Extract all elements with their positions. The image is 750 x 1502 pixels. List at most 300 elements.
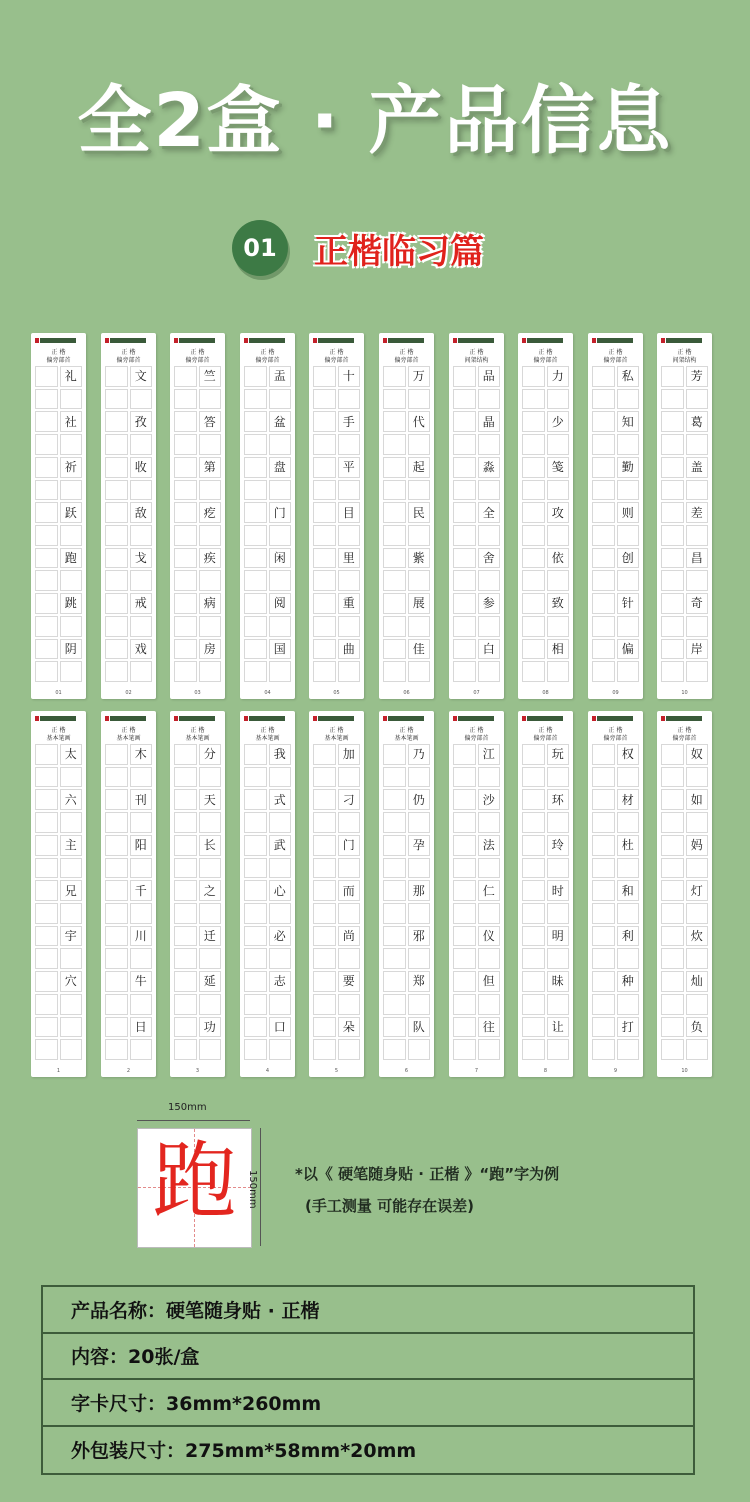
practice-cell	[547, 661, 570, 682]
practice-cell	[522, 616, 545, 637]
practice-cell	[522, 948, 545, 969]
practice-cell	[592, 639, 615, 660]
practice-character: 如	[686, 789, 709, 810]
practice-character: 国	[269, 639, 292, 660]
practice-cell	[661, 411, 684, 432]
practice-character: 芳	[686, 366, 709, 387]
practice-cell	[383, 1039, 406, 1060]
practice-character: 木	[130, 744, 153, 765]
practice-character: 环	[547, 789, 570, 810]
practice-cell	[130, 570, 153, 591]
practice-cell	[199, 389, 222, 410]
practice-cell	[453, 548, 476, 569]
practice-character: 江	[478, 744, 501, 765]
practice-cell	[453, 661, 476, 682]
practice-character: 心	[269, 880, 292, 901]
practice-cell	[592, 767, 615, 788]
practice-character: 社	[60, 411, 83, 432]
practice-cell	[338, 767, 361, 788]
practice-cell	[686, 389, 709, 410]
practice-character: 仪	[478, 926, 501, 947]
card-number: 8	[543, 1068, 548, 1074]
practice-character: 尚	[338, 926, 361, 947]
practice-character: 利	[617, 926, 640, 947]
practice-cell	[174, 661, 197, 682]
practice-cell	[383, 994, 406, 1015]
practice-cell	[174, 835, 197, 856]
practice-cell	[617, 1039, 640, 1060]
practice-grid	[592, 744, 639, 1060]
practice-character: 差	[686, 502, 709, 523]
practice-cell	[522, 926, 545, 947]
practice-cell	[478, 570, 501, 591]
practice-grid	[105, 744, 152, 1060]
practice-character: 志	[269, 971, 292, 992]
practice-cell	[661, 639, 684, 660]
card-title: 正 楷	[121, 349, 136, 356]
card-subtitle: 偏旁部首	[603, 357, 628, 364]
brand-logo-icon	[388, 338, 424, 343]
practice-character: 太	[60, 744, 83, 765]
practice-cell	[338, 480, 361, 501]
practice-cell	[338, 570, 361, 591]
card-title: 正 楷	[677, 727, 692, 734]
practice-grid	[105, 366, 152, 682]
practice-cell	[592, 744, 615, 765]
practice-character: 时	[547, 880, 570, 901]
card-subtitle: 偏旁部首	[185, 357, 210, 364]
practice-cell	[35, 903, 58, 924]
practice-cell	[35, 1039, 58, 1060]
practice-cell	[592, 880, 615, 901]
practice-cell	[547, 570, 570, 591]
practice-cell	[174, 994, 197, 1015]
practice-cell	[313, 926, 336, 947]
practice-character: 跃	[60, 502, 83, 523]
practice-character: 迁	[199, 926, 222, 947]
practice-cell	[35, 994, 58, 1015]
card-title: 正 楷	[121, 727, 136, 734]
practice-cell	[522, 457, 545, 478]
card-title: 正 楷	[51, 349, 66, 356]
practice-character: 种	[617, 971, 640, 992]
practice-cell	[478, 434, 501, 455]
card-title: 正 楷	[469, 349, 484, 356]
practice-cell	[105, 789, 128, 810]
practice-character: 少	[547, 411, 570, 432]
practice-cell	[453, 971, 476, 992]
practice-cell	[313, 366, 336, 387]
practice-cell	[105, 744, 128, 765]
practice-cell	[105, 616, 128, 637]
card-number: 07	[473, 690, 480, 696]
card-title: 正 楷	[608, 349, 623, 356]
practice-cell	[105, 858, 128, 879]
practice-cell	[338, 812, 361, 833]
practice-character: 则	[617, 502, 640, 523]
practice-cell	[686, 994, 709, 1015]
practice-grid	[244, 744, 291, 1060]
practice-cell	[686, 434, 709, 455]
practice-character: 笺	[547, 457, 570, 478]
practice-cell	[686, 812, 709, 833]
practice-cell	[35, 457, 58, 478]
practice-cell	[383, 744, 406, 765]
practice-cell	[408, 389, 431, 410]
practice-cell	[522, 639, 545, 660]
practice-cell	[105, 1039, 128, 1060]
practice-cell	[661, 525, 684, 546]
practice-cell	[453, 1017, 476, 1038]
practice-character: 白	[478, 639, 501, 660]
practice-character: 力	[547, 366, 570, 387]
practice-cell	[174, 903, 197, 924]
practice-cell	[244, 926, 267, 947]
practice-cell	[313, 994, 336, 1015]
practice-cell	[60, 389, 83, 410]
practice-cell	[35, 366, 58, 387]
practice-cell	[661, 767, 684, 788]
practice-cell	[338, 616, 361, 637]
practice-cell	[35, 661, 58, 682]
practice-cell	[244, 548, 267, 569]
practice-cell	[199, 616, 222, 637]
practice-cell	[408, 767, 431, 788]
practice-character: 代	[408, 411, 431, 432]
practice-cell	[383, 1017, 406, 1038]
practice-cell	[313, 812, 336, 833]
practice-cell	[244, 835, 267, 856]
practice-cell	[269, 434, 292, 455]
practice-cell	[383, 593, 406, 614]
practice-cell	[313, 639, 336, 660]
practice-character: 天	[199, 789, 222, 810]
card-number: 10	[681, 690, 688, 696]
practice-cell	[522, 525, 545, 546]
practice-cell	[244, 616, 267, 637]
practice-character: 六	[60, 789, 83, 810]
card-title: 正 楷	[538, 727, 553, 734]
practice-cell	[686, 525, 709, 546]
practice-cell	[105, 525, 128, 546]
practice-cell	[522, 1039, 545, 1060]
practice-cell	[174, 858, 197, 879]
practice-cell	[478, 812, 501, 833]
practice-cell	[408, 812, 431, 833]
practice-cell	[592, 616, 615, 637]
practice-cell	[453, 593, 476, 614]
practice-character: 祈	[60, 457, 83, 478]
practice-cell	[547, 767, 570, 788]
practice-cell	[383, 411, 406, 432]
practice-cell	[313, 880, 336, 901]
practice-cell	[661, 994, 684, 1015]
width-dimension-line	[137, 1116, 250, 1124]
practice-cell	[105, 880, 128, 901]
practice-cell	[35, 570, 58, 591]
practice-cell	[661, 593, 684, 614]
practice-cell	[617, 994, 640, 1015]
practice-cell	[617, 434, 640, 455]
practice-cell	[60, 525, 83, 546]
practice-cell	[617, 948, 640, 969]
practice-cell	[60, 661, 83, 682]
practice-cell	[313, 767, 336, 788]
practice-cell	[60, 994, 83, 1015]
practice-cell	[408, 434, 431, 455]
practice-cell	[592, 570, 615, 591]
practice-cell	[408, 994, 431, 1015]
practice-cell	[383, 366, 406, 387]
practice-cell	[313, 789, 336, 810]
practice-cell	[453, 858, 476, 879]
practice-character: 门	[269, 502, 292, 523]
practice-character: 杜	[617, 835, 640, 856]
practice-cell	[60, 903, 83, 924]
practice-cell	[105, 389, 128, 410]
practice-cell	[453, 480, 476, 501]
practice-cell	[313, 411, 336, 432]
practice-character: 主	[60, 835, 83, 856]
card-subtitle: 偏旁部首	[324, 357, 349, 364]
brand-logo-icon	[179, 716, 215, 721]
practice-cell	[199, 948, 222, 969]
practice-character: 起	[408, 457, 431, 478]
practice-grid	[35, 366, 82, 682]
brand-logo-icon	[388, 716, 424, 721]
card-title: 正 楷	[677, 349, 692, 356]
practice-cell	[244, 593, 267, 614]
practice-cell	[174, 926, 197, 947]
practice-character: 但	[478, 971, 501, 992]
practice-cell	[35, 548, 58, 569]
practice-cell	[269, 994, 292, 1015]
card-title: 正 楷	[190, 349, 205, 356]
practice-cell	[35, 502, 58, 523]
card-number: 6	[404, 1068, 409, 1074]
practice-cell	[592, 926, 615, 947]
practice-card	[518, 711, 573, 1077]
practice-card	[101, 333, 156, 699]
practice-cell	[383, 835, 406, 856]
practice-grid	[174, 366, 221, 682]
practice-grid	[383, 744, 430, 1060]
section-number-badge: 01	[232, 220, 288, 276]
card-number: 5	[334, 1068, 339, 1074]
practice-cell	[617, 812, 640, 833]
practice-character: 功	[199, 1017, 222, 1038]
practice-character: 戏	[130, 639, 153, 660]
practice-cell	[35, 480, 58, 501]
practice-cell	[522, 593, 545, 614]
practice-character: 戈	[130, 548, 153, 569]
card-number: 03	[194, 690, 201, 696]
practice-character: 民	[408, 502, 431, 523]
practice-cell	[174, 971, 197, 992]
card-title: 正 楷	[538, 349, 553, 356]
practice-cell	[105, 457, 128, 478]
practice-character: 妈	[686, 835, 709, 856]
practice-cell	[35, 434, 58, 455]
practice-cell	[408, 616, 431, 637]
practice-cell	[592, 1017, 615, 1038]
practice-cell	[338, 434, 361, 455]
practice-cell	[338, 661, 361, 682]
practice-cell	[547, 525, 570, 546]
practice-cell	[661, 434, 684, 455]
practice-character: 淼	[478, 457, 501, 478]
practice-character: 和	[617, 880, 640, 901]
practice-cell	[547, 858, 570, 879]
practice-cell	[269, 525, 292, 546]
practice-character: 奇	[686, 593, 709, 614]
practice-character: 往	[478, 1017, 501, 1038]
practice-character: 牛	[130, 971, 153, 992]
practice-cell	[383, 480, 406, 501]
practice-card	[31, 333, 86, 699]
practice-cell	[313, 744, 336, 765]
practice-cell	[35, 411, 58, 432]
practice-cell	[313, 434, 336, 455]
practice-character: 全	[478, 502, 501, 523]
practice-cell	[661, 926, 684, 947]
practice-character: 乃	[408, 744, 431, 765]
brand-logo-icon	[249, 338, 285, 343]
practice-cell	[547, 948, 570, 969]
practice-card	[379, 333, 434, 699]
brand-logo-icon	[527, 716, 563, 721]
practice-card	[309, 333, 364, 699]
practice-cell	[383, 948, 406, 969]
practice-cell	[130, 434, 153, 455]
practice-character: 灿	[686, 971, 709, 992]
practice-cell	[313, 480, 336, 501]
practice-grid	[313, 366, 360, 682]
practice-cell	[244, 858, 267, 879]
practice-cell	[592, 434, 615, 455]
practice-character: 病	[199, 593, 222, 614]
practice-cell	[522, 789, 545, 810]
practice-character: 重	[338, 593, 361, 614]
practice-character: 里	[338, 548, 361, 569]
sample-width-label: 150mm	[168, 1102, 207, 1113]
practice-cell	[105, 835, 128, 856]
sample-note-disclaimer: (手工测量 可能存在误差)	[305, 1197, 474, 1215]
practice-cell	[105, 812, 128, 833]
practice-cell	[35, 971, 58, 992]
practice-cell	[60, 1017, 83, 1038]
sample-note: *以《 硬笔随身贴 · 正楷 》“跑”字为例	[295, 1165, 560, 1183]
practice-cell	[35, 744, 58, 765]
practice-cell	[174, 789, 197, 810]
card-number: 04	[264, 690, 271, 696]
practice-character: 要	[338, 971, 361, 992]
practice-cell	[35, 835, 58, 856]
practice-cell	[244, 639, 267, 660]
practice-cell	[661, 971, 684, 992]
practice-cell	[453, 948, 476, 969]
practice-cell	[60, 767, 83, 788]
practice-cell	[105, 366, 128, 387]
practice-cell	[313, 570, 336, 591]
practice-cell	[244, 812, 267, 833]
practice-cell	[408, 948, 431, 969]
practice-cell	[269, 480, 292, 501]
practice-character: 川	[130, 926, 153, 947]
card-subtitle: 间架结构	[672, 357, 697, 364]
practice-character: 沙	[478, 789, 501, 810]
practice-cell	[105, 480, 128, 501]
practice-cell	[60, 812, 83, 833]
practice-cell	[522, 661, 545, 682]
info-row-package-size: 外包装尺寸：275mm*58mm*20mm	[71, 1440, 417, 1463]
practice-cell	[35, 767, 58, 788]
practice-character: 依	[547, 548, 570, 569]
practice-grid	[592, 366, 639, 682]
practice-character: 郑	[408, 971, 431, 992]
practice-cell	[478, 903, 501, 924]
brand-logo-icon	[666, 716, 702, 721]
practice-cell	[130, 1039, 153, 1060]
practice-cell	[105, 570, 128, 591]
practice-card	[657, 711, 712, 1077]
practice-cell	[174, 457, 197, 478]
practice-cell	[453, 502, 476, 523]
practice-cell	[522, 480, 545, 501]
brand-logo-icon	[249, 716, 285, 721]
practice-cell	[408, 570, 431, 591]
practice-grid	[174, 744, 221, 1060]
card-number: 2	[126, 1068, 131, 1074]
card-subtitle: 偏旁部首	[533, 735, 558, 742]
practice-cell	[35, 880, 58, 901]
practice-cell	[338, 903, 361, 924]
practice-character: 玲	[547, 835, 570, 856]
practice-character: 知	[617, 411, 640, 432]
practice-cell	[313, 835, 336, 856]
practice-cell	[408, 1039, 431, 1060]
practice-cell	[60, 858, 83, 879]
practice-cell	[244, 661, 267, 682]
practice-character: 兄	[60, 880, 83, 901]
practice-cell	[313, 858, 336, 879]
practice-cell	[661, 366, 684, 387]
practice-character: 创	[617, 548, 640, 569]
practice-cell	[338, 389, 361, 410]
practice-cell	[522, 502, 545, 523]
practice-cell	[105, 502, 128, 523]
practice-cell	[244, 389, 267, 410]
practice-character: 让	[547, 1017, 570, 1038]
practice-cell	[547, 903, 570, 924]
practice-cell	[313, 1039, 336, 1060]
practice-character: 玩	[547, 744, 570, 765]
practice-character: 戒	[130, 593, 153, 614]
practice-cell	[592, 858, 615, 879]
practice-cell	[383, 548, 406, 569]
practice-cell	[408, 525, 431, 546]
practice-cell	[313, 948, 336, 969]
practice-character: 葛	[686, 411, 709, 432]
practice-cell	[313, 903, 336, 924]
product-info-table	[41, 1285, 695, 1475]
practice-card	[309, 711, 364, 1077]
card-number: 1	[56, 1068, 61, 1074]
practice-cell	[383, 926, 406, 947]
practice-cell	[130, 858, 153, 879]
practice-character: 穴	[60, 971, 83, 992]
practice-grid	[453, 744, 500, 1060]
